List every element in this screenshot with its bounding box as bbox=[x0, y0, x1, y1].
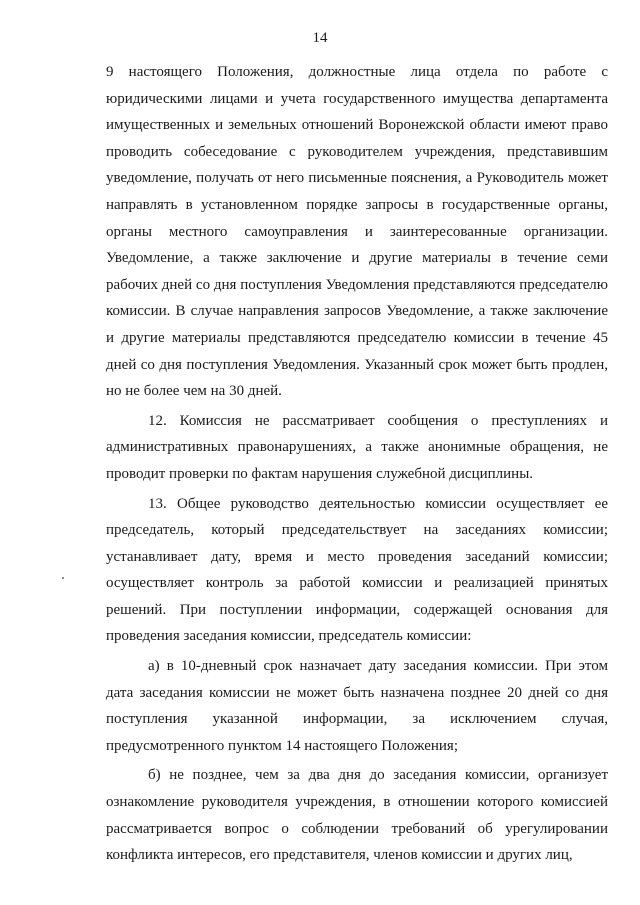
paragraph-continuation: 9 настоящего Положения, должностные лица отдела по работе с юридическими лицами и учета государственного имущества департамента имущественных и земельных отношений Воронежской области имеют право проводить собеседование с руководителем учреждения, представившим уведомление, получать от него письменные пояснения, а Руководитель может направлять в установленном порядке запросы в государственные органы, органы местного самоуправления и заинтересованные организации. Уведомление, а также заключение и другие материалы в течение семи рабочих дней со дня поступления Уведомления представляются председателю комиссии. В случае направления запросов Уведомление, а также заключение и другие материалы представляются председателю комиссии в течение 45 дней со дня поступления Уведомления. Указанный срок может быть продлен, но не более чем на 30 дней. bbox=[106, 64, 608, 400]
subparagraph-a: а) в 10-дневный срок назначает дату заседания комиссии. При этом дата заседания комиссии не может быть назначена позднее 20 дней со дня поступления указанной информации, за исключением случая, предусмотренного пунктом 14 настоящего Положения; bbox=[106, 658, 608, 754]
subparagraph-b: б) не позднее, чем за два дня до заседания комиссии, организует ознакомление руководителя учреждения, в отношении которого комиссией рассматривается вопрос о соблюдении требований об урегулировании конфликта интересов, его представителя, членов комиссии и других лиц, bbox=[106, 767, 608, 864]
scan-speck bbox=[62, 577, 64, 579]
document-body bbox=[106, 59, 608, 872]
paragraph-12: 12. Комиссия не рассматривает сообщения о преступлениях и административных правонарушениях, а также анонимные обращения, не проводит проверки по фактам нарушения служебной дисциплины. bbox=[106, 412, 608, 482]
paragraph-13: 13. Общее руководство деятельностью комиссии осуществляет ее председатель, который председательствует на заседаниях комиссии; устанавливает дату, время и место проведения заседаний комиссии; осуществляет контроль за работой комиссии и реализацией принятых решений. При поступлении информации, содержащей основания для проведения заседания комиссии, председатель комиссии: bbox=[106, 495, 608, 645]
page-number: 14 bbox=[312, 30, 328, 46]
